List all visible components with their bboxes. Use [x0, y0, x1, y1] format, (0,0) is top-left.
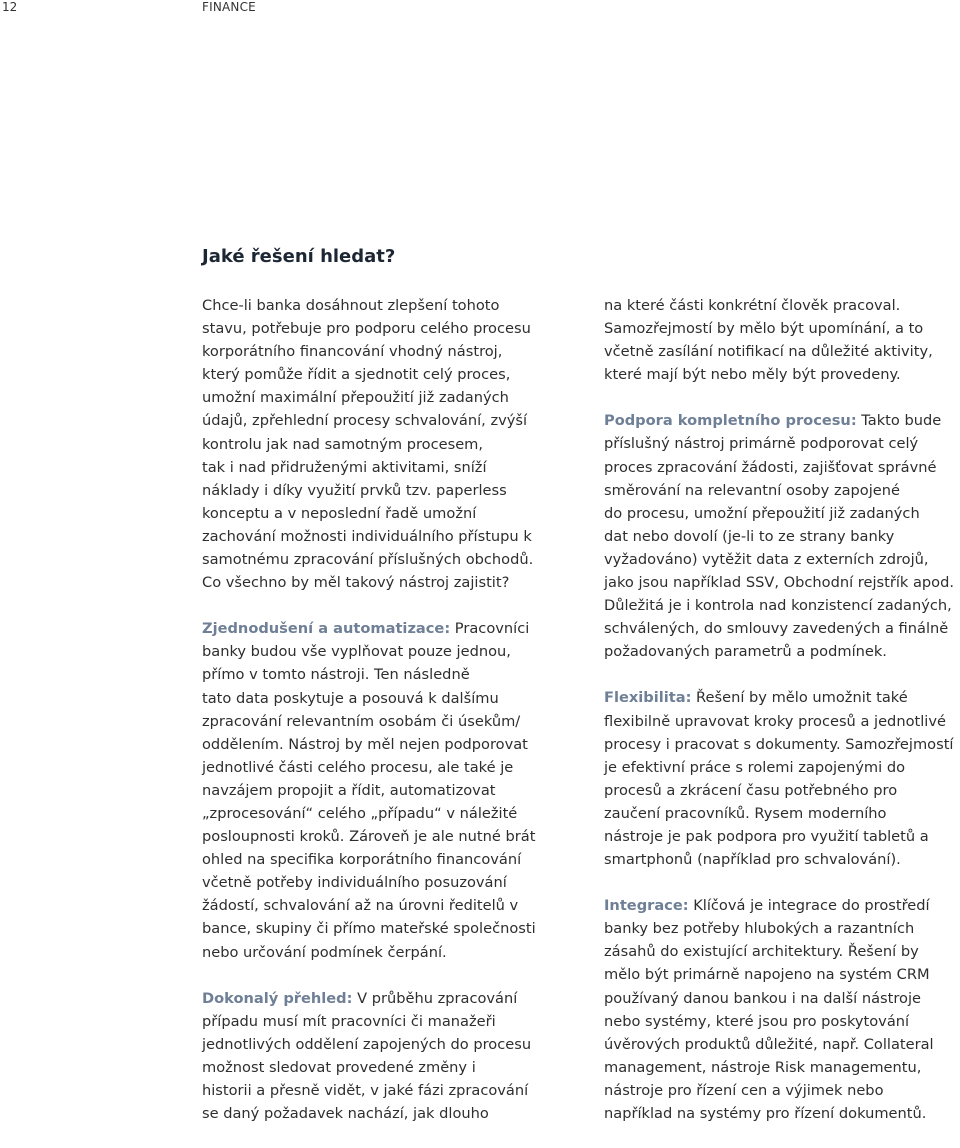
integration-paragraph	[604, 894, 960, 1125]
overview-text: V průběhu zpracování případu musí mít pracovníci či manažeři jednotlivých oddělení zapojených do procesu možnost sledovat provedené změny i historii a přesně vidět, v jaké fázi zpracování se daný požadavek nachází, jak dlouho	[202, 989, 532, 1123]
integration-label: Integrace:	[604, 897, 689, 915]
process-support-paragraph	[604, 409, 960, 663]
flexibility-label: Flexibilita:	[604, 689, 692, 707]
process-support-text: Takto bude příslušný nástroj primárně podporovat celý proces zpracování žádosti, zajišťovat správné směrování na relevantní osoby zapojené do procesu, umožní přepoužití již zadaných dat nebo dovolí (je-li to ze strany banky vyžadováno) vytěžit data z externích zdrojů, jako jsou například SSV, Obchodní rejstřík apod. Důležitá je i kontrola nad konzistencí zadaných, schválených, do smlouvy zavedených a finálně požadovaných parametrů a podmínek.	[604, 412, 955, 661]
left-column	[202, 294, 562, 1148]
overview-paragraph	[202, 987, 562, 1126]
right-column	[604, 294, 960, 1148]
integration-text: Klíčová je integrace do prostředí banky bez potřeby hlubokých a razantních zásahů do existující architektury. Řešení by mělo být primárně napojeno na systém CRM používaný danou bankou i na další nástroje nebo systémy, které jsou pro poskytování úvěrových produktů důležité, např. Collateral management, nástroje Risk managementu, nástroje pro řízení cen a výjimek nebo například na systémy pro řízení dokumentů.	[604, 897, 934, 1122]
simplification-label: Zjednodušení a automatizace:	[202, 620, 451, 638]
flexibility-paragraph	[604, 686, 960, 871]
simplification-paragraph	[202, 617, 562, 963]
simplification-text: Pracovníci banky budou vše vyplňovat pouze jednou, přímo v tomto nástroji. Ten následně tato data poskytuje a posouvá k dalšímu zpracování relevantním osobám či úsekům/ oddělením. Nástroj by měl nejen podporovat jednotlivé části celého procesu, ale také je navzájem propojit a řídit, automatizovat „zprocesování“ celého „případu“ v náležité posloupnosti kroků. Zároveň je ale nutné brát ohled na specifika korporátního financování včetně potřeby individuálního posuzování žádostí, schvalování až na úrovni ředitelů v bance, skupiny či přímo mateřské společnosti nebo určování podmínek čerpání.	[202, 620, 536, 961]
intro-paragraph: Chce-li banka dosáhnout zlepšení tohoto stavu, potřebuje pro podporu celého procesu korporátního financování vhodný nástroj, který pomůže řídit a sjednotit celý proces, umožní maximální přepoužití již zadaných údajů, zpřehlední procesy schvalování, zvýší kontrolu jak nad samotným procesem, tak i nad přidruženými aktivitami, sníží náklady i díky využití prvků tzv. paperless konceptu a v neposlední řadě umožní zachování možnosti individuálního přístupu k samotnému zpracování příslušných obchodů. Co všechno by měl takový nástroj zajistit?	[202, 297, 534, 592]
process-support-label: Podpora kompletního procesu:	[604, 412, 857, 430]
overview-label: Dokonalý přehled:	[202, 989, 353, 1007]
continuation-paragraph: na které části konkrétní člověk pracoval. Samozřejmostí by mělo být upomínání, a to včetně zasílání notifikací na důležité aktivity, které mají být nebo měly být provedeny.	[604, 297, 933, 384]
section-name: FINANCE	[202, 0, 256, 14]
flexibility-text: Řešení by mělo umožnit také flexibilně upravovat kroky procesů a jednotlivé procesy i pracovat s dokumenty. Samozřejmostí je efektivní práce s rolemi zapojenými do procesů a zkrácení času potřebného pro zaučení pracovníků. Rysem moderního nástroje je pak podpora pro využití tabletů a smartphonů (například pro schvalování).	[604, 689, 954, 869]
page-number: 12	[2, 0, 18, 14]
section-heading: Jaké řešení hledat?	[202, 246, 396, 267]
